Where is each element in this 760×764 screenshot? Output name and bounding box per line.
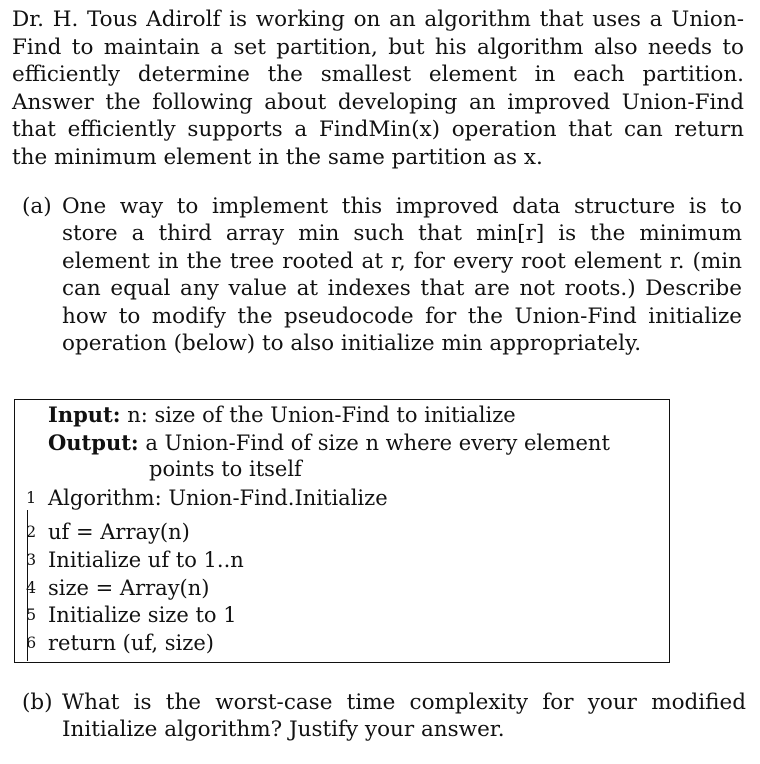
part-a-text: One way to implement this improved data structure is to store a third array min such that min[r] is the minimum element in the tree rooted at r, for every root element r. (min can equal any value at indexes that are not roots.) Describe how to modify the pseudocode for the Union-Find initialize operation (below) to also initialize min appropriately.: [62, 194, 742, 357]
line-text: uf = Array(n): [48, 520, 190, 544]
line-text: Algorithm: Union-Find.Initialize: [48, 486, 388, 510]
algorithm-input: [48, 401, 516, 430]
part-a: [22, 193, 742, 357]
line-number: 6: [26, 633, 37, 652]
part-b-label: (b): [22, 690, 53, 715]
part-b-text: What is the worst-case time complexity for your modified Initialize algorithm? Justify your answer.: [62, 690, 746, 743]
algorithm-output: [48, 429, 610, 458]
line-number: 5: [26, 605, 37, 624]
line-text: Initialize uf to 1..n: [48, 548, 244, 572]
line-number: 4: [26, 578, 37, 597]
input-text: n: size of the Union-Find to initialize: [127, 403, 516, 427]
part-a-label: (a): [22, 194, 52, 219]
problem-intro: Dr. H. Tous Adirolf is working on an algorithm that uses a Union-Find to maintain a set partition, but his algorithm also needs to efficiently determine the smallest element in each partition. Answer the following about developing an improved Union-Find that efficiently supports a FindMin(x) operation that can return the minimum element in the same partition as x.: [12, 7, 744, 170]
line-number: 3: [26, 550, 37, 569]
line-text: size = Array(n): [48, 576, 210, 600]
output-text-1: a Union-Find of size n where every element: [145, 431, 610, 455]
output-text-2: points to itself: [149, 457, 302, 481]
part-b: [22, 689, 746, 744]
input-label: Input:: [48, 402, 121, 427]
line-text: return (uf, size): [48, 631, 214, 655]
output-label: Output:: [48, 430, 139, 455]
line-text: Initialize size to 1: [48, 603, 237, 627]
line-number: 1: [26, 488, 37, 507]
line-number: 2: [26, 522, 37, 541]
